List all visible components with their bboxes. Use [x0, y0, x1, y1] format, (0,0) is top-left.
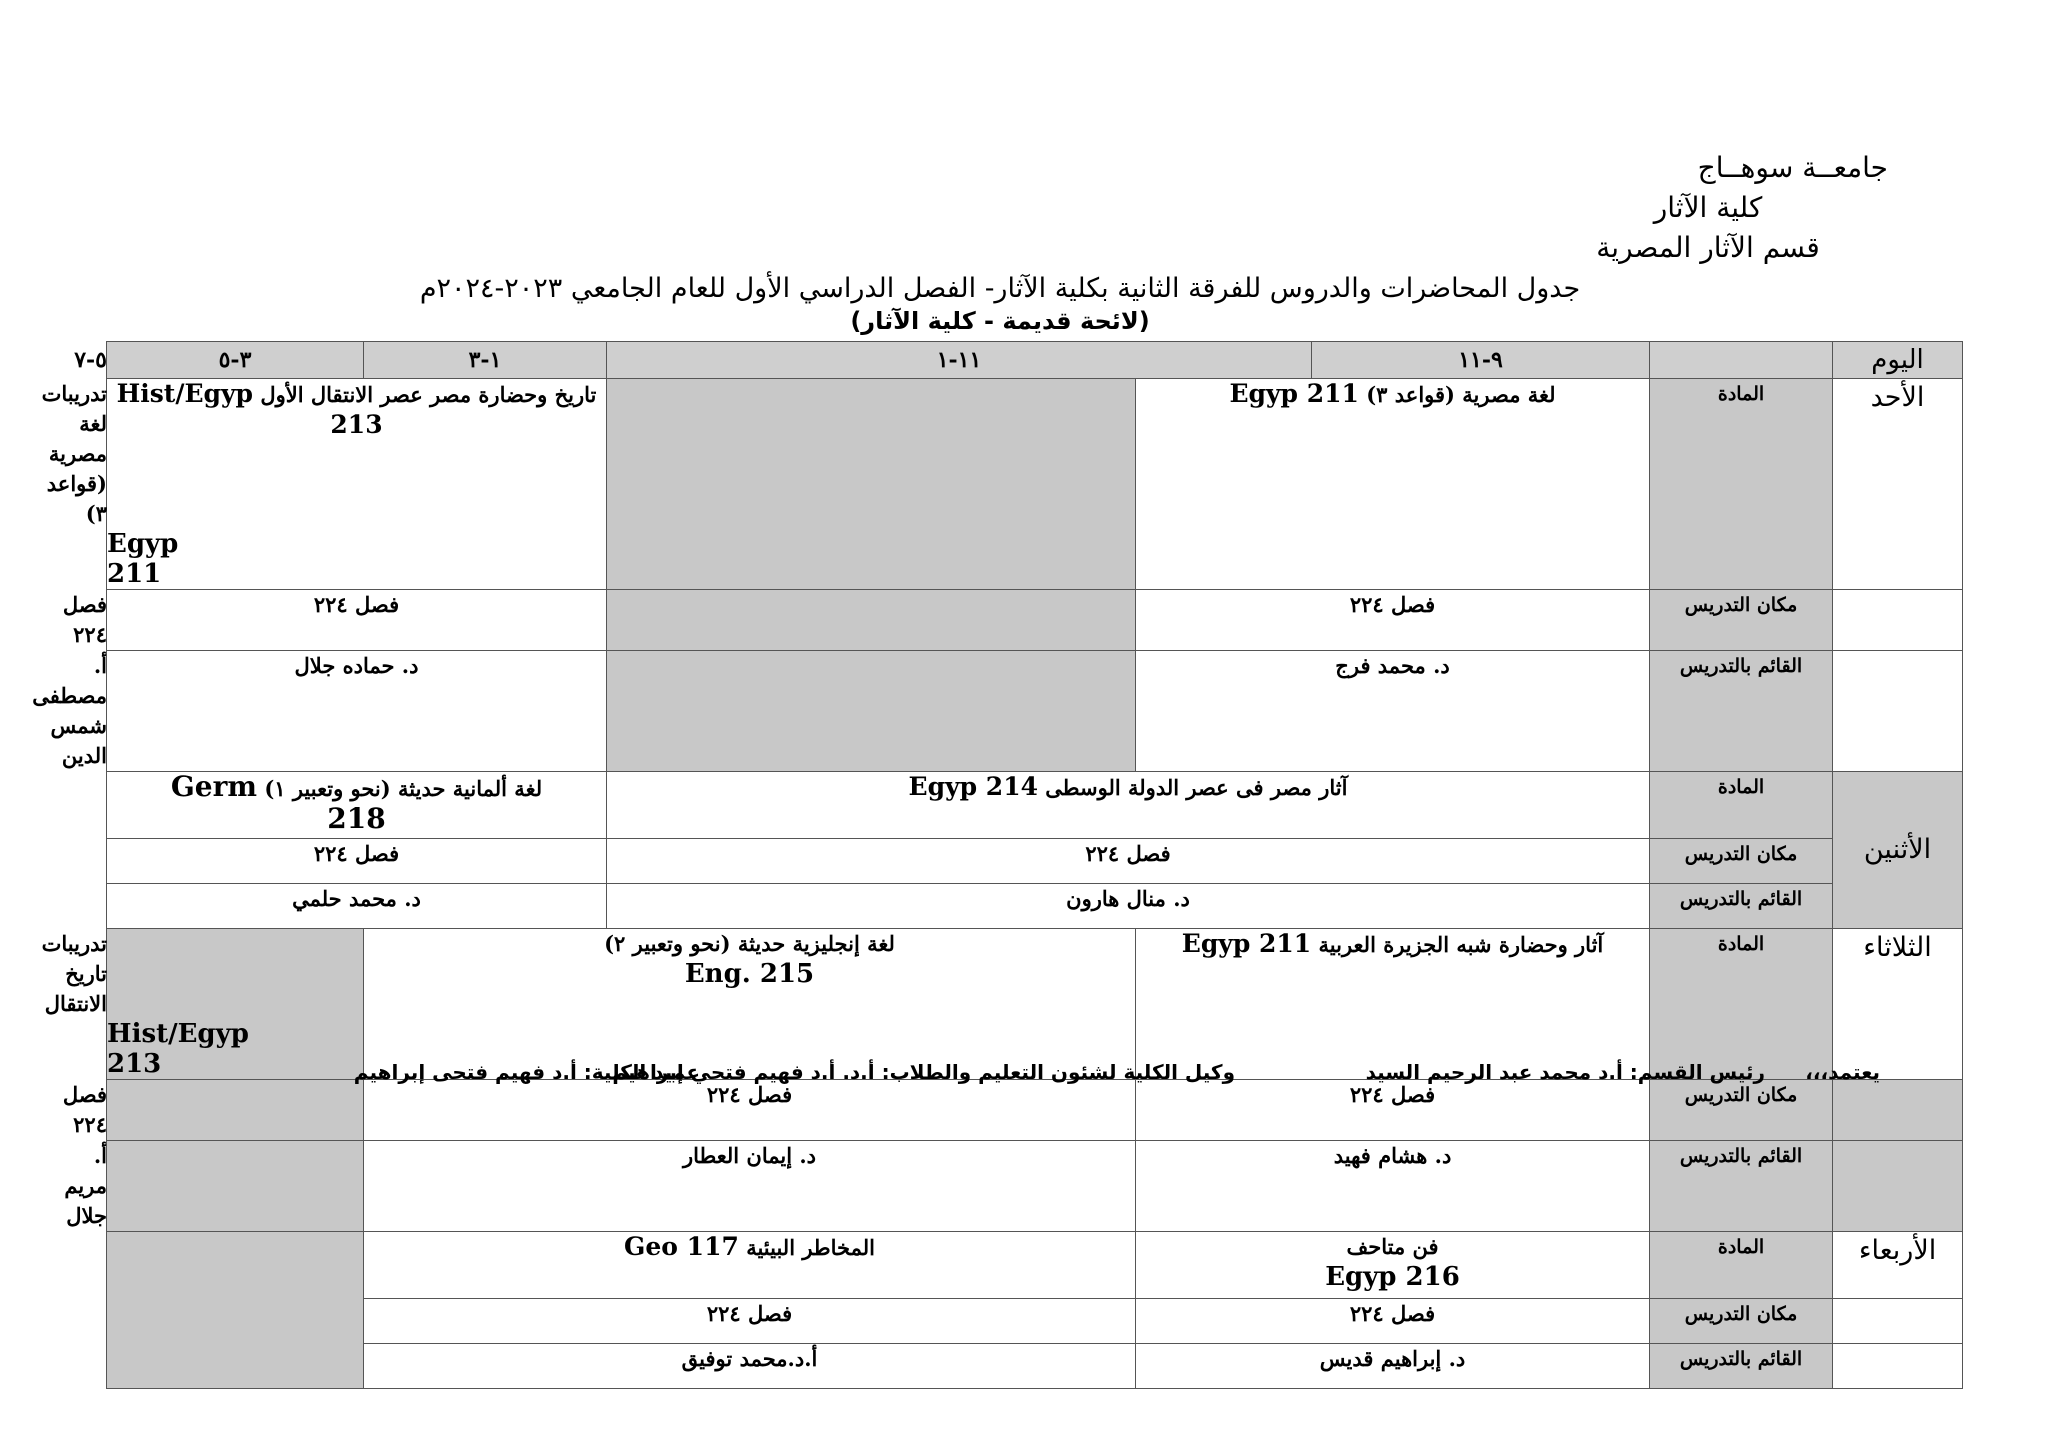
course-title: المخاطر البيئية — [746, 1235, 875, 1260]
wednesday-slot1-instructor: د. إبراهيم قديس — [1136, 1344, 1650, 1389]
page-title: جدول المحاضرات والدروس للفرقة الثانية بكلية الآثار- الفصل الدراسي الأول للعام الجامعي ٢٠٢٣-٢٠٢٤م — [419, 273, 1581, 304]
empty-cell — [607, 590, 1136, 651]
empty-cell — [607, 379, 1136, 590]
label-place: مكان التدريس — [1650, 839, 1833, 884]
day-wednesday: الأربعاء — [1833, 1232, 1963, 1299]
label-place: مكان التدريس — [1650, 590, 1833, 651]
monday-slot2-subject — [107, 772, 607, 839]
wednesday-slot1-subject — [1136, 1232, 1650, 1299]
institution-header — [1518, 148, 1898, 268]
course-title: تدريبات لغة مصرية (قواعد ٣) — [41, 381, 107, 526]
course-title: تدريبات تاريخ الانتقال — [41, 931, 107, 1016]
header-day: اليوم — [1833, 342, 1963, 379]
tuesday-slot1-subject — [1136, 929, 1650, 1080]
wednesday-slot2-instructor: أ.د.محمد توفيق — [364, 1344, 1136, 1389]
tuesday-place-row: مكان التدريس فصل ٢٢٤ فصل ٢٢٤ فصل ٢٢٤ — [107, 1080, 1963, 1141]
course-title: لغة ألمانية حديثة (نحو وتعبير ١) — [264, 776, 543, 801]
signature-footer — [180, 1060, 1880, 1096]
wednesday-slot1-place: فصل ٢٢٤ — [1136, 1299, 1650, 1344]
course-code: Eng. 215 — [684, 959, 815, 989]
monday-place-row — [107, 839, 1963, 884]
day-blank — [1833, 590, 1963, 651]
wednesday-instructor-row — [107, 1344, 1963, 1389]
course-code: Germ — [170, 770, 257, 803]
tuesday-slot1-place: فصل ٢٢٤ — [1136, 1080, 1650, 1141]
course-title: آثار مصر فى عصر الدولة الوسطى — [1045, 775, 1348, 800]
sunday-slot1-place: فصل ٢٢٤ — [1136, 590, 1650, 651]
monday-slot1-place: فصل ٢٢٤ — [607, 839, 1650, 884]
course-code: Egyp 211 — [1229, 379, 1359, 408]
header-slot-9-11: ٩-١١ — [1312, 342, 1650, 379]
wednesday-place-row — [107, 1299, 1963, 1344]
empty-cell — [107, 1141, 364, 1232]
course-title: لغة مصرية (قواعد ٣) — [1366, 382, 1556, 407]
department-head: رئيس القسم: أ.د محمد عبد الرحيم السيد — [1365, 1060, 1765, 1084]
label-instructor: القائم بالتدريس — [1650, 1141, 1833, 1232]
course-code: Egyp 211 — [1181, 929, 1312, 958]
wednesday-slot2-place: فصل ٢٢٤ — [364, 1299, 1136, 1344]
header-label-blank — [1650, 342, 1833, 379]
sunday-slot1-subject — [1136, 379, 1650, 590]
approve-label: يعتمد،،، — [1805, 1060, 1880, 1084]
label-instructor: القائم بالتدريس — [1650, 1344, 1833, 1389]
sunday-slot1-instructor: د. محمد فرج — [1136, 651, 1650, 772]
label-instructor: القائم بالتدريس — [1650, 651, 1833, 772]
page-subtitle: (لائحة قديمة - كلية الآثار) — [850, 307, 1150, 335]
sunday-slot2-place: فصل ٢٢٤ — [107, 590, 607, 651]
course-title: فن متاحف — [1346, 1234, 1439, 1259]
monday-slot1-subject — [607, 772, 1650, 839]
course-title: تاريخ وحضارة مصر عصر الانتقال الأول — [260, 382, 597, 407]
course-code: Egyp 216 — [1325, 1262, 1460, 1292]
course-code: Egyp 214 — [908, 772, 1038, 801]
label-place: مكان التدريس — [1650, 1299, 1833, 1344]
label-subject: المادة — [1650, 929, 1833, 1080]
course-code: 218 — [327, 802, 386, 835]
day-blank — [1833, 1141, 1963, 1232]
day-blank — [1833, 651, 1963, 772]
empty-cell — [107, 1232, 364, 1389]
sunday-slot2-instructor: د. حماده جلال — [107, 651, 607, 772]
schedule-table — [32, 341, 1963, 1389]
faculty-name: كلية الآثار — [1653, 191, 1763, 224]
header-row: اليوم ٩-١١ ١١-١ ١-٣ ٣-٥ ٥-٧ — [107, 342, 1963, 379]
tuesday-subject-row — [107, 929, 1963, 1080]
sunday-place-row: مكان التدريس فصل ٢٢٤ فصل ٢٢٤ فصل ٢٢٤ — [107, 590, 1963, 651]
vice-dean: وكيل الكلية لشئون التعليم والطلاب: أ.د. أ.د فهيم فتحي إبراهيم — [612, 1060, 1235, 1084]
header-slot-1-3: ١-٣ — [364, 342, 607, 379]
tuesday-slot1-instructor: د. هشام فهيد — [1136, 1141, 1650, 1232]
day-blank — [1833, 1344, 1963, 1389]
day-sunday: الأحد — [1833, 379, 1963, 590]
day-blank — [1833, 1299, 1963, 1344]
monday-slot1-instructor: د. منال هارون — [607, 884, 1650, 929]
label-place: مكان التدريس — [1650, 1080, 1833, 1141]
course-code: Hist/Egyp 213 — [116, 379, 383, 439]
day-tuesday: الثلاثاء — [1833, 929, 1963, 1080]
sunday-subject-row: الأحد المادة لغة مصرية (قواعد ٣) Egyp 211 تاريخ وحضارة مصر عصر الانتقال الأول Hist/Egyp 213 تدريبات لغة مصرية (قواعد ٣) Egyp 211 — [107, 379, 1963, 590]
wednesday-subject-row — [107, 1232, 1963, 1299]
header-slot-11-1: ١١-١ — [607, 342, 1312, 379]
label-subject: المادة — [1650, 1232, 1833, 1299]
course-title: آثار وحضارة شبه الجزيرة العربية — [1318, 932, 1604, 957]
label-subject: المادة — [1650, 772, 1833, 839]
monday-slot2-instructor: د. محمد حلمي — [107, 884, 607, 929]
label-instructor: القائم بالتدريس — [1650, 884, 1833, 929]
sunday-slot2-subject — [107, 379, 607, 590]
empty-cell — [607, 651, 1136, 772]
monday-subject-row — [107, 772, 1963, 839]
sunday-instructor-row: القائم بالتدريس د. محمد فرج د. حماده جلال أ. مصطفى شمس الدين — [107, 651, 1963, 772]
monday-slot2-place: فصل ٢٢٤ — [107, 839, 607, 884]
university-name: جامعــة سوهــاج — [1697, 151, 1888, 184]
tuesday-slot2-place: فصل ٢٢٤ — [364, 1080, 1136, 1141]
course-title: لغة إنجليزية حديثة (نحو وتعبير ٢) — [604, 931, 895, 956]
tuesday-instructor-row: القائم بالتدريس د. هشام فهيد د. إيمان العطار أ. مريم جلال — [107, 1141, 1963, 1232]
header-slot-3-5: ٣-٥ — [107, 342, 364, 379]
wednesday-slot2-subject — [364, 1232, 1136, 1299]
day-monday: الأثنين — [1833, 772, 1963, 929]
tuesday-slot2-instructor: د. إيمان العطار — [364, 1141, 1136, 1232]
department-name: قسم الآثار المصرية — [1596, 231, 1820, 264]
course-code: Geo 117 — [624, 1232, 739, 1261]
label-subject: المادة — [1650, 379, 1833, 590]
tuesday-slot2-subject — [364, 929, 1136, 1080]
dean: عميد الكلية: أ.د فهيم فتحى إبراهيم — [353, 1060, 700, 1084]
monday-instructor-row — [107, 884, 1963, 929]
